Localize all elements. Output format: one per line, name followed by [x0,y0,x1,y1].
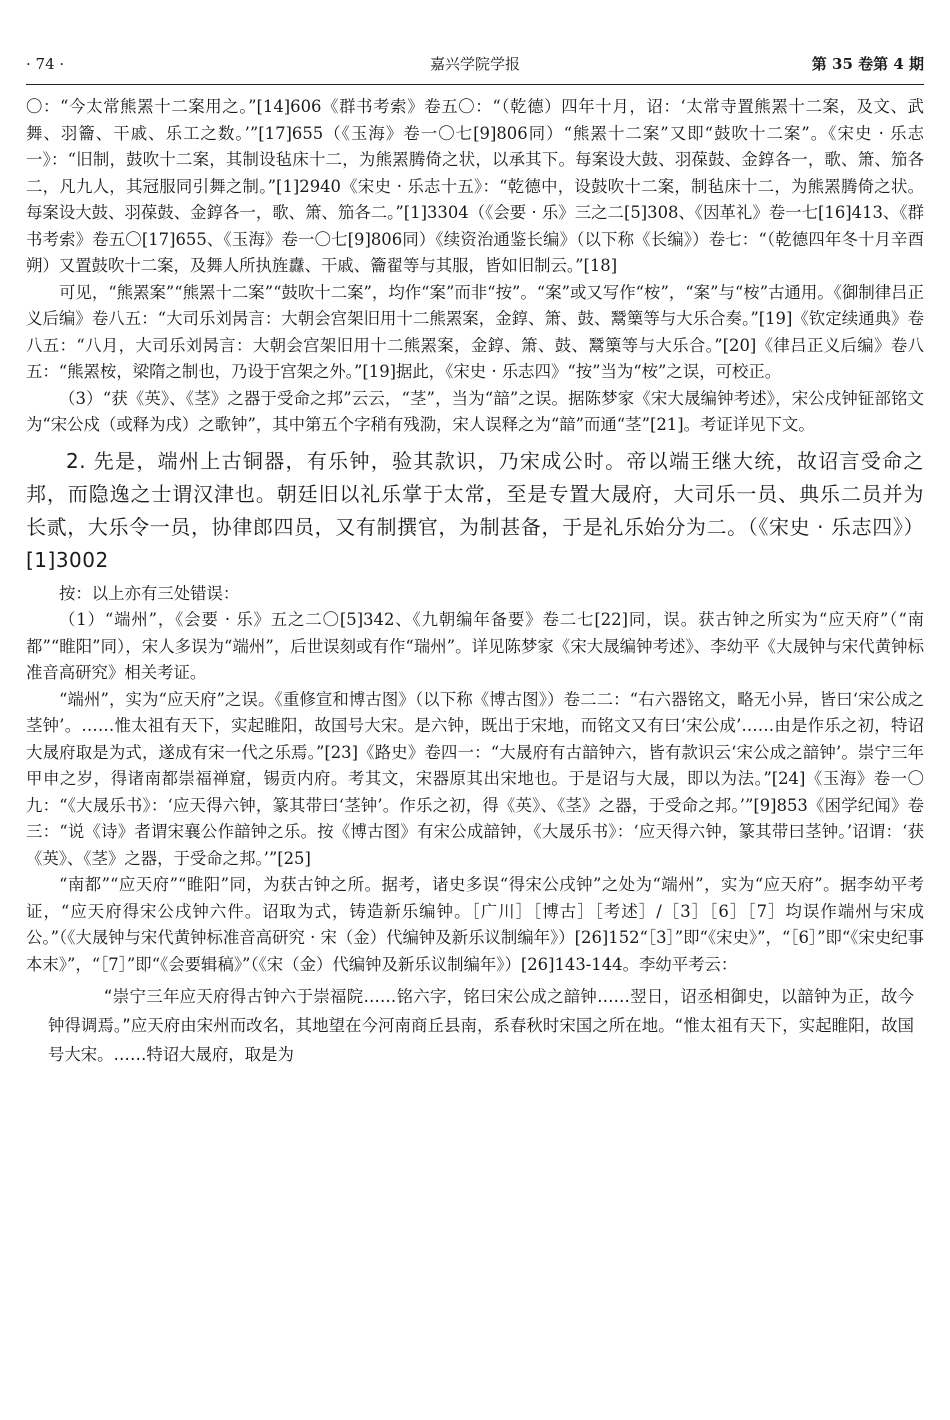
paragraph: （3）“获《英》、《茎》之器于受命之邦”云云，“茎”，当为“䪭”之误。据陈梦家《宋大晟编钟考述》，宋公戌钟钲部铭文为“宋公戍（或释为戌）之歌钟”，其中第五个字稍有残泐，宋人误释之为“䪭”而通“茎”[21]。考证详见下文。 [26,388,924,434]
page-number: · 74 · [26,55,65,73]
paragraph: 〇：“今太常熊罴十二案用之。”[14]606《群书考索》卷五〇：“（乾德）四年十月，诏：‘太常寺置熊罴十二案，及文、武舞、羽籥、干戚、乐工之数。’”[17]655（《玉海》卷一〇七[9]806同）“熊罴十二案”又即“鼓吹十二案”。《宋史 · 乐志一》：“旧制，鼓吹十二案，其制设毡床十二，为熊罴腾倚之状，以承其下。每案设大鼓、羽葆鼓、金錞各一，歌、箫、笳各二，凡九人，其冠服同引舞之制。”[1]2940《宋史 · 乐志十五》：“乾德中，设鼓吹十二案，制毡床十二，为熊罴腾倚之状。每案设大鼓、羽葆鼓、金錞各一，歌、箫、笳各二。”[1]3304（《会要 · 乐》三之二[5]308、《因革礼》卷一七[16]413、《群书考索》卷五〇[17]655、《玉海》卷一〇七[9]806同）《续资治通鉴长编》（以下称《长编》）卷七：“（乾德四年冬十月辛酉朔）又置鼓吹十二案，及舞人所执旌纛、干戚、籥翟等与其服，皆如旧制云。”[18] [26,97,924,275]
header-rule [26,84,924,85]
paragraph: （1）“端州”，《会要 · 乐》五之二〇[5]342、《九朝编年备要》卷二七[22]同，误。获古钟之所实为“应天府”（“南都”“睢阳”同），宋人多误为“端州”，后世误刻或有作“瑞州”。详见陈梦家《宋大晟编钟考述》、李幼平《大晟钟与宋代黄钟标准音高研究》相关考证。 [26,610,924,682]
volume-issue: 第 35 卷第 4 期 [811,55,924,73]
quoted-source-passage: 2. 先是，端州上古铜器，有乐钟，验其款识，乃宋成公时。帝以端王继大统，故诏言受命之邦，而隐逸之士谓汉津也。朝廷旧以礼乐掌于太常，至是专置大晟府，大司乐一员、典乐二员并为长贰，大乐令一员，协律郎四员，又有制撰官，为制甚备，于是礼乐始分为二。（《宋史 · 乐志四》）[1]3002 [26,448,924,572]
paragraph: 可见，“熊罴案”“熊罴十二案”“鼓吹十二案”，均作“案”而非“按”。“案”或又写作“桉”，“案”与“桉”古通用。《御制律吕正义后编》卷八五：“大司乐刘昺言：大朝会宫架旧用十二熊罴案，金錞、箫、鼓、鬵篥等与大乐合奏。”[19]《钦定续通典》卷八五：“八月，大司乐刘昺言：大朝会宫架旧用十二熊罴案，金錞、箫、鼓、鬵篥等与大乐合。”[20]《律吕正义后编》卷八五：“熊罴桉，梁隋之制也，乃设于宫架之外。”[19]据此，《宋史 · 乐志四》“按”当为“桉”之误，可校正。 [26,282,924,381]
journal-title: 嘉兴学院学报 [429,55,520,73]
article-body [26,94,924,1069]
paragraph: “南都”“应天府”“睢阳”同，为获古钟之所。据考，诸史多误“得宋公戌钟”之处为“端州”，实为“应天府”。据李幼平考证，“应天府得宋公戌钟六件。诏取为式，铸造新乐编钟。［广川］［博古］［考述］/［3］［6］［7］均误作端州与宋成公。”（《大晟钟与宋代黄钟标准音高研究 · 宋（金）代编钟及新乐议制编年》）[26]152“［3］”即“《宋史》”，“［6］”即“《宋史纪事本末》”，“［7］”即“《会要辑稿》”（《宋（金）代编钟及新乐议制编年》）[26]143-144。李幼平考云： [26,875,924,974]
paragraph: 按：以上亦有三处错误： [59,583,240,603]
block-quote: “崇宁三年应天府得古钟六于崇福院……铭六字，铭曰宋公成之䪭钟……翌日，诏丞相御史，以䪭钟为正，故今钟得调焉。”应天府由宋州而改名，其地望在今河南商丘县南，系春秋时宋国之所在地。“惟太祖有天下，实起睢阳，故国号大宋。……特诏大晟府，取是为 [48,987,914,1064]
paragraph: “端州”，实为“应天府”之误。《重修宣和博古图》（以下称《博古图》）卷二二：“右六器铭文，略无小异，皆曰‘宋公成之茎钟’。……惟太祖有天下，实起睢阳，故国号大宋。是六钟，既出于宋地，而铭文又有曰‘宋公成’……由是作乐之初，特诏大晟府取是为式，遂成有宋一代之乐焉。”[23]《路史》卷四一：“大晟府有古䪭钟六，皆有款识云‘宋公成之䪭钟’。崇宁三年甲申之岁，得诸南都崇福禅窟，锡贡内府。考其文，宋器原其出宋地也。于是诏与大晟，即以为法。”[24]《玉海》卷一〇九：“《大晟乐书》：‘应天得六钟，篆其带曰‘茎钟’。作乐之初，得《英》、《茎》之器，于受命之邦。’”[9]853《困学纪闻》卷三：“说《诗》者谓宋襄公作䪭钟之乐。按《博古图》有宋公成䪭钟，《大晟乐书》：‘应天得六钟，篆其带曰茎钟。’诏谓：‘获《英》、《茎》之器，于受命之邦。’”[25] [26,689,924,868]
running-header [26,52,924,76]
